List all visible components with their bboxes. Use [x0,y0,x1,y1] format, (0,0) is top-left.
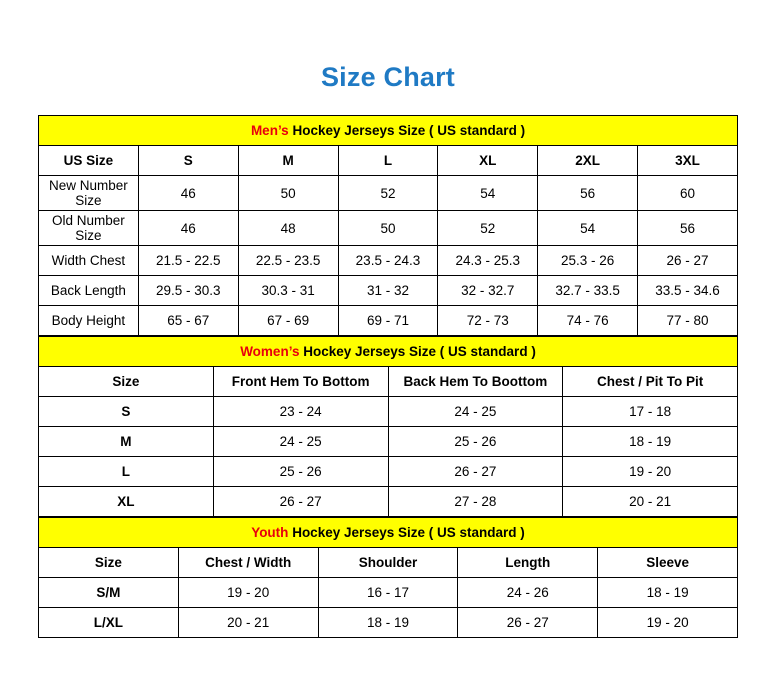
youth-row-1-cell-3: 26 - 27 [458,608,598,638]
womens-row-0-cell-1: 23 - 24 [213,397,388,427]
womens-row-0-label: S [39,397,214,427]
table-row [39,457,738,487]
mens-row-2-label: Width Chest [39,246,139,276]
mens-row-3-cell-6: 33.5 - 34.6 [638,276,738,306]
womens-header-0: Size [39,367,214,397]
mens-row-2-cell-5: 25.3 - 26 [538,246,638,276]
table-header-row [39,548,738,578]
womens-row-2-cell-1: 25 - 26 [213,457,388,487]
youth-row-1-cell-2: 18 - 19 [318,608,458,638]
table-row [39,608,738,638]
youth-row-0-cell-3: 24 - 26 [458,578,598,608]
mens-banner-rest: Hockey Jerseys Size ( US standard ) [288,123,526,138]
womens-row-1-label: M [39,427,214,457]
mens-row-1-cell-4: 52 [438,211,538,246]
mens-row-0-cell-1: 46 [138,176,238,211]
womens-row-3-label: XL [39,487,214,517]
table-row [39,397,738,427]
womens-header-1: Front Hem To Bottom [213,367,388,397]
womens-row-2-cell-2: 26 - 27 [388,457,563,487]
youth-row-0-label: S/M [39,578,179,608]
mens-row-0-cell-6: 60 [638,176,738,211]
mens-header-1: S [138,146,238,176]
table-row [39,427,738,457]
mens-row-3-cell-3: 31 - 32 [338,276,438,306]
table-row [39,246,738,276]
mens-row-3-cell-1: 29.5 - 30.3 [138,276,238,306]
mens-banner-accent: Men’s [250,123,289,138]
mens-row-4-cell-6: 77 - 80 [638,306,738,336]
youth-header-2: Shoulder [318,548,458,578]
youth-row-0-cell-4: 18 - 19 [598,578,738,608]
womens-header-3: Chest / Pit To Pit [563,367,738,397]
table-banner-row [39,518,738,548]
table-header-row [39,146,738,176]
mens-header-2: M [238,146,338,176]
mens-row-4-cell-1: 65 - 67 [138,306,238,336]
mens-row-0-label: New Number Size [39,176,139,211]
mens-row-4-cell-5: 74 - 76 [538,306,638,336]
womens-banner [39,337,738,367]
table-row [39,276,738,306]
mens-row-0-cell-5: 56 [538,176,638,211]
youth-header-0: Size [39,548,179,578]
womens-row-0-cell-2: 24 - 25 [388,397,563,427]
mens-row-2-cell-4: 24.3 - 25.3 [438,246,538,276]
mens-size-table [38,115,738,336]
page-title: Size Chart [320,62,456,92]
youth-row-1-cell-4: 19 - 20 [598,608,738,638]
youth-banner [39,518,738,548]
mens-header-4: XL [438,146,538,176]
womens-row-2-cell-3: 19 - 20 [563,457,738,487]
womens-row-1-cell-1: 24 - 25 [213,427,388,457]
mens-row-2-cell-2: 22.5 - 23.5 [238,246,338,276]
table-row [39,176,738,211]
mens-row-0-cell-4: 54 [438,176,538,211]
mens-header-5: 2XL [538,146,638,176]
youth-header-1: Chest / Width [178,548,318,578]
womens-row-0-cell-3: 17 - 18 [563,397,738,427]
womens-header-2: Back Hem To Boottom [388,367,563,397]
mens-row-4-cell-4: 72 - 73 [438,306,538,336]
youth-row-1-label: L/XL [39,608,179,638]
mens-row-3-cell-5: 32.7 - 33.5 [538,276,638,306]
mens-row-3-cell-4: 32 - 32.7 [438,276,538,306]
womens-row-3-cell-2: 27 - 28 [388,487,563,517]
youth-row-1-cell-1: 20 - 21 [178,608,318,638]
youth-banner-accent: Youth [251,525,289,540]
size-chart-tables [38,115,738,638]
youth-row-0-cell-2: 16 - 17 [318,578,458,608]
womens-banner-accent: Women’s [240,344,300,359]
mens-row-4-cell-3: 69 - 71 [338,306,438,336]
table-banner-row [39,116,738,146]
womens-size-table [38,336,738,517]
mens-header-3: L [338,146,438,176]
womens-row-2-label: L [39,457,214,487]
youth-header-3: Length [458,548,598,578]
mens-row-4-label: Body Height [39,306,139,336]
mens-header-0: US Size [39,146,139,176]
table-row [39,306,738,336]
mens-row-1-cell-5: 54 [538,211,638,246]
mens-row-1-cell-3: 50 [338,211,438,246]
youth-banner-rest: Hockey Jerseys Size ( US standard ) [288,525,525,540]
mens-row-2-cell-3: 23.5 - 24.3 [338,246,438,276]
mens-row-3-cell-2: 30.3 - 31 [238,276,338,306]
youth-size-table [38,517,738,638]
womens-row-1-cell-2: 25 - 26 [388,427,563,457]
mens-row-0-cell-2: 50 [238,176,338,211]
mens-row-4-cell-2: 67 - 69 [238,306,338,336]
mens-row-1-cell-6: 56 [638,211,738,246]
mens-row-0-cell-3: 52 [338,176,438,211]
youth-header-4: Sleeve [598,548,738,578]
mens-row-2-cell-1: 21.5 - 22.5 [138,246,238,276]
mens-banner [39,116,738,146]
mens-row-2-cell-6: 26 - 27 [638,246,738,276]
mens-row-1-cell-2: 48 [238,211,338,246]
table-row [39,487,738,517]
table-header-row [39,367,738,397]
table-banner-row [39,337,738,367]
womens-row-3-cell-1: 26 - 27 [213,487,388,517]
mens-header-6: 3XL [638,146,738,176]
table-row [39,578,738,608]
mens-row-3-label: Back Length [39,276,139,306]
womens-banner-rest: Hockey Jerseys Size ( US standard ) [299,344,536,359]
table-row [39,211,738,246]
womens-row-1-cell-3: 18 - 19 [563,427,738,457]
mens-row-1-cell-1: 46 [138,211,238,246]
mens-row-1-label: Old Number Size [39,211,139,246]
womens-row-3-cell-3: 20 - 21 [563,487,738,517]
youth-row-0-cell-1: 19 - 20 [178,578,318,608]
